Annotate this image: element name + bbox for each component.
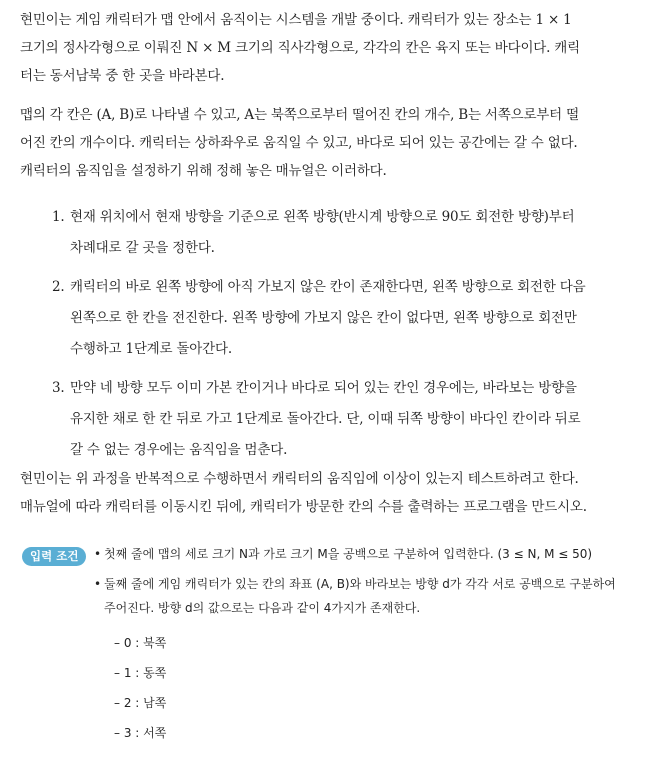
manual-step	[52, 373, 642, 466]
outro-paragraph	[20, 465, 640, 521]
step-line: 유지한 채로 한 칸 뒤로 가고 1단계로 돌아간다. 단, 이때 뒤쪽 방향이 바다인 칸이라 뒤로	[70, 411, 581, 427]
step-line: 캐릭터의 바로 왼쪽 방향에 아직 가보지 않은 칸이 존재한다면, 왼쪽 방향으로 회전한 다음	[70, 279, 586, 295]
step-line: 왼쪽으로 한 칸을 전진한다. 왼쪽 방향에 가보지 않은 칸이 없다면, 왼쪽 방향으로 회전만	[70, 310, 577, 326]
step-number: 1.	[52, 209, 65, 225]
step-line: 차례대로 갈 곳을 정한다.	[70, 240, 215, 256]
outro-line: 현민이는 위 과정을 반복적으로 수행하면서 캐릭터의 움직임에 이상이 있는지 테스트하려고 한다.	[20, 471, 579, 487]
outro-line: 매뉴얼에 따라 캐릭터를 이동시킨 뒤에, 캐릭터가 방문한 칸의 수를 출력하는 프로그램을 만드시오.	[20, 499, 587, 515]
step-line: 만약 네 방향 모두 이미 가본 칸이거나 바다로 되어 있는 칸인 경우에는, 바라보는 방향을	[70, 380, 577, 396]
direction-item: – 1 : 동쪽	[114, 666, 167, 680]
map-desc-line: 맵의 각 칸은 (A, B)로 나타낼 수 있고, A는 북쪽으로부터 떨어진 칸의 개수, B는 서쪽으로부터 떨	[20, 107, 579, 123]
condition-item	[94, 572, 654, 620]
direction-item: – 3 : 서쪽	[114, 726, 167, 740]
direction-list	[114, 628, 654, 748]
step-number: 2.	[52, 279, 65, 295]
condition-item	[94, 542, 654, 566]
manual-step	[52, 272, 642, 365]
step-line: 갈 수 없는 경우에는 움직임을 멈춘다.	[70, 442, 288, 458]
bullet-icon: •	[94, 547, 102, 561]
condition-line: 첫째 줄에 맵의 세로 크기 N과 가로 크기 M을 공백으로 구분하여 입력한다. (3 ≤ N, M ≤ 50)	[104, 547, 593, 561]
intro-paragraph	[20, 6, 640, 90]
intro-line: 크기의 정사각형으로 이뤄진 N × M 크기의 직사각형으로, 각각의 칸은 육지 또는 바다이다. 캐릭	[20, 40, 580, 56]
direction-item: – 0 : 북쪽	[114, 636, 167, 650]
intro-line: 터는 동서남북 중 한 곳을 바라본다.	[20, 68, 225, 84]
bullet-icon: •	[94, 577, 102, 591]
step-line: 현재 위치에서 현재 방향을 기준으로 왼쪽 방향(반시계 방향으로 90도 회전한 방향)부터	[70, 209, 575, 225]
map-desc-line: 캐릭터의 움직임을 설정하기 위해 정해 놓은 매뉴얼은 이러하다.	[20, 163, 387, 179]
direction-item: – 2 : 남쪽	[114, 696, 167, 710]
input-conditions-badge: 입력 조건	[22, 547, 86, 566]
intro-line: 현민이는 게임 캐릭터가 맵 안에서 움직이는 시스템을 개발 중이다. 캐릭터가 있는 장소는 1 × 1	[20, 12, 572, 28]
manual-step	[52, 202, 642, 264]
step-number: 3.	[52, 380, 65, 396]
condition-line: 둘째 줄에 게임 캐릭터가 있는 칸의 좌표 (A, B)와 바라보는 방향 d가 각각 서로 공백으로 구분하여	[104, 577, 616, 591]
map-desc-line: 어진 칸의 개수이다. 캐릭터는 상하좌우로 움직일 수 있고, 바다로 되어 있는 공간에는 갈 수 없다.	[20, 135, 578, 151]
step-line: 수행하고 1단계로 돌아간다.	[70, 341, 232, 357]
map-description-paragraph	[20, 101, 640, 185]
condition-line: 주어진다. 방향 d의 값으로는 다음과 같이 4가지가 존재한다.	[104, 601, 421, 615]
manual-steps	[52, 202, 642, 466]
